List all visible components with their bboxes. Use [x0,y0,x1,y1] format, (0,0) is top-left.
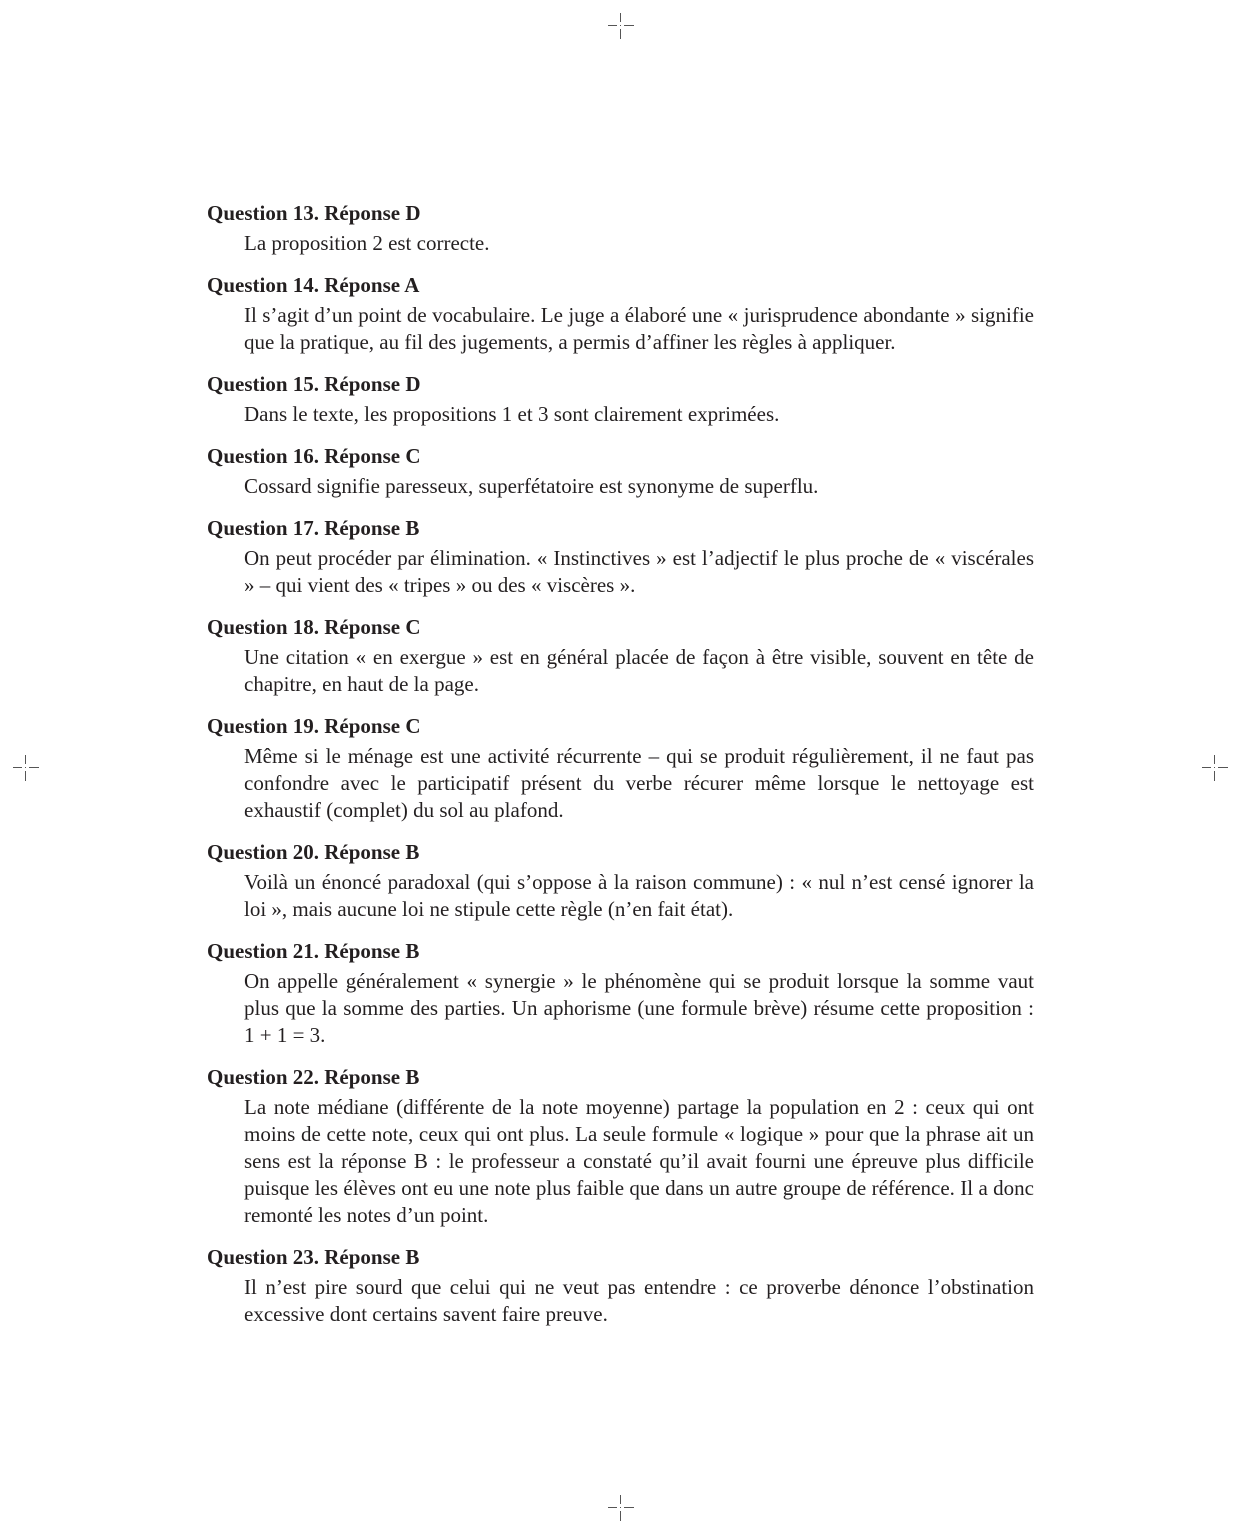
answer-item-15 [207,369,1034,428]
answer-explanation: On appelle généralement « synergie » le phénomène qui se produit lorsque la somme vaut plus que la somme des parties. Un aphorisme (une formule brève) résume cette proposition : 1 + 1 = 3. [244,969,1034,1047]
answer-explanation: Il n’est pire sourd que celui qui ne veut pas entendre : ce proverbe dénonce l’obstination excessive dont certains savent faire preuve. [244,1275,1034,1326]
answer-item-13 [207,198,1034,257]
question-heading: Question 23. Réponse B [207,1245,420,1269]
answer-list [207,198,1034,1341]
answer-item-19 [207,711,1034,824]
crop-mark-left [13,755,39,781]
answer-explanation: Même si le ménage est une activité récurrente – qui se produit régulièrement, il ne faut pas confondre avec le participatif présent du verbe récurer même lorsque le nettoyage est exhaustif (complet) du sol au plafond. [244,744,1034,822]
answer-item-14 [207,270,1034,356]
answer-item-20 [207,837,1034,923]
answer-item-21 [207,936,1034,1049]
question-heading: Question 18. Réponse C [207,615,421,639]
answer-item-17 [207,513,1034,599]
crop-mark-bottom [608,1495,634,1521]
question-heading: Question 22. Réponse B [207,1065,420,1089]
question-heading: Question 21. Réponse B [207,939,420,963]
question-heading: Question 17. Réponse B [207,516,420,540]
answer-explanation: Il s’agit d’un point de vocabulaire. Le juge a élaboré une « jurisprudence abondante » signifie que la pratique, au fil des jugements, a permis d’affiner les règles à appliquer. [244,303,1034,354]
answer-explanation: Une citation « en exergue » est en général placée de façon à être visible, souvent en tête de chapitre, en haut de la page. [244,645,1034,696]
answer-item-18 [207,612,1034,698]
question-heading: Question 15. Réponse D [207,372,421,396]
answer-explanation: La proposition 2 est correcte. [244,231,490,255]
answer-explanation: Dans le texte, les propositions 1 et 3 sont clairement exprimées. [244,402,780,426]
answer-item-22 [207,1062,1034,1229]
question-heading: Question 14. Réponse A [207,273,420,297]
crop-mark-top [608,13,634,39]
crop-mark-right [1202,755,1228,781]
answer-explanation: On peut procéder par élimination. « Instinctives » est l’adjectif le plus proche de « viscérales » – qui vient des « tripes » ou des « viscères ». [244,546,1034,597]
answer-explanation: Voilà un énoncé paradoxal (qui s’oppose à la raison commune) : « nul n’est censé ignorer la loi », mais aucune loi ne stipule cette règle (n’en fait état). [244,870,1034,921]
question-heading: Question 19. Réponse C [207,714,421,738]
question-heading: Question 13. Réponse D [207,201,421,225]
answer-explanation: Cossard signifie paresseux, superfétatoire est synonyme de superflu. [244,474,819,498]
question-heading: Question 20. Réponse B [207,840,420,864]
answer-item-23 [207,1242,1034,1328]
answer-explanation: La note médiane (différente de la note moyenne) partage la population en 2 : ceux qui ont moins de cette note, ceux qui ont plus. La seule formule « logique » pour que la phrase ait un sens est la réponse B : le professeur a constaté qu’il avait fourni une épreuve plus difficile puisque les élèves ont eu une note plus faible que dans un autre groupe de référence. Il a donc remonté les notes d’un point. [244,1095,1034,1227]
answer-item-16 [207,441,1034,500]
question-heading: Question 16. Réponse C [207,444,421,468]
